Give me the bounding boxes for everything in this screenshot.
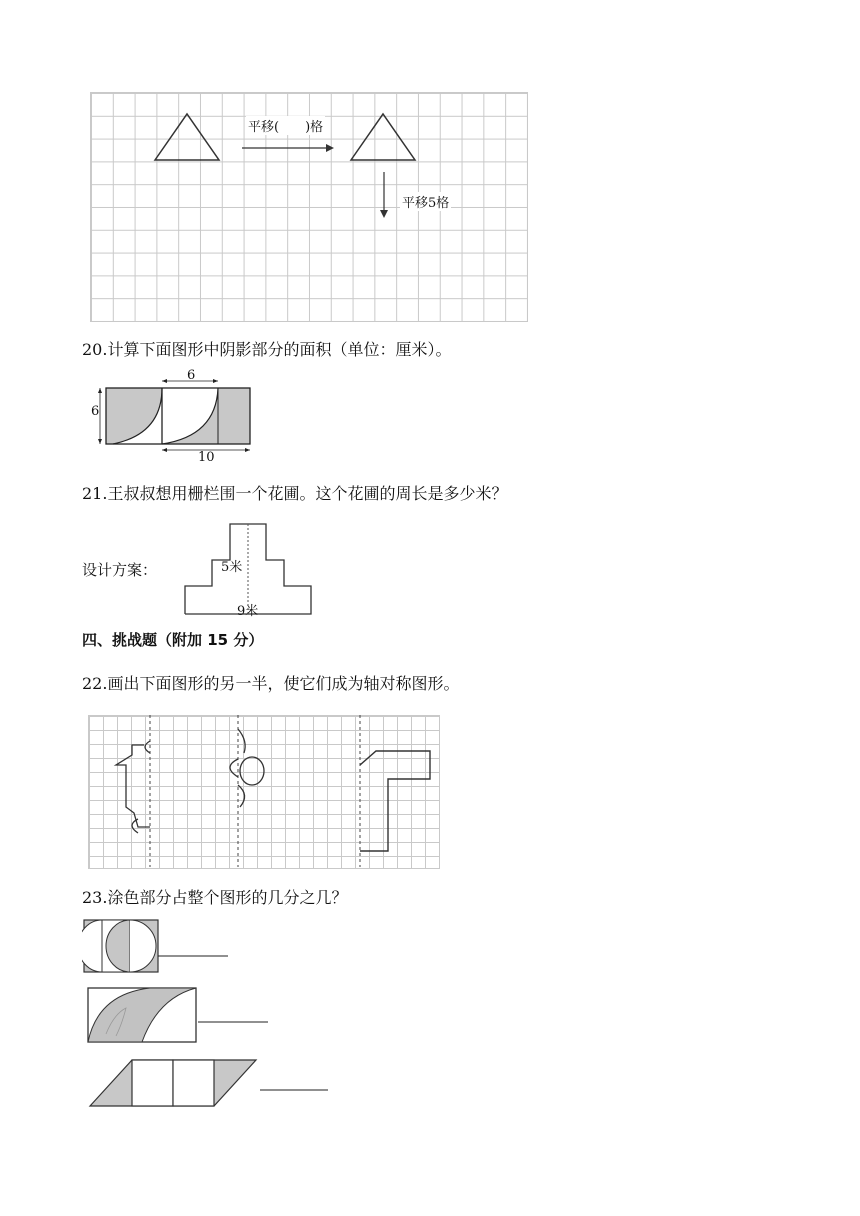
fraction-figure-1 <box>82 918 234 976</box>
question-20: 20.计算下面图形中阴影部分的面积（单位：厘米）。 <box>82 340 452 359</box>
translate-blank-label: 平移( )格 <box>246 116 325 135</box>
symmetry-figures <box>88 715 440 869</box>
question-23: 23.涂色部分占整个图形的几分之几？ <box>82 888 348 907</box>
question-22: 22.画出下面图形的另一半，使它们成为轴对称图形。 <box>82 674 460 693</box>
fraction-figure-2 <box>86 984 272 1044</box>
height-label: 5米 <box>221 560 243 575</box>
triangle-right <box>351 114 415 160</box>
shaded-area-figure <box>88 370 258 466</box>
design-label: 设计方案： <box>82 561 158 579</box>
dim-left-label: 6 <box>91 404 100 419</box>
width-label: 9米 <box>237 604 259 619</box>
dim-top-label: 6 <box>187 368 196 383</box>
fraction-figure-3 <box>88 1058 332 1110</box>
translate-down-label: 平移5格 <box>400 192 451 211</box>
section-4-title: 四、挑战题（附加 15 分） <box>82 631 264 649</box>
question-21: 21.王叔叔想用栅栏围一个花圃。这个花圃的周长是多少米？ <box>82 484 508 503</box>
triangle-left <box>155 114 219 160</box>
dim-bottom-label: 10 <box>198 450 215 465</box>
